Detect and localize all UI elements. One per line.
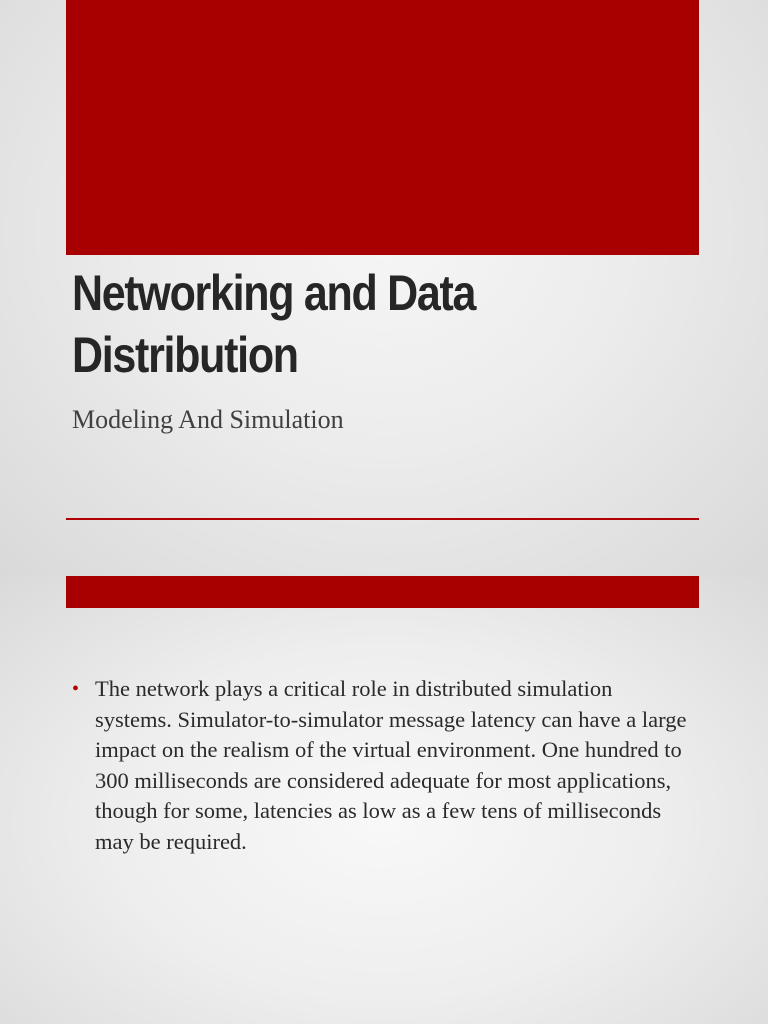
bullet-text: The network plays a critical role in distributed simulation systems. Simulator-to-simulator message latency can have a large impact on the realism of the virtual environment. One hundred to 300 milliseconds are considered adequate for most applications, though for some, latencies as low as a few tens of milliseconds may be required.: [95, 676, 687, 854]
slide-subtitle: Modeling And Simulation: [72, 405, 344, 434]
content-slide: [0, 576, 768, 1024]
bullet-list: [72, 674, 692, 857]
slide-title-line-2: Distribution: [72, 327, 298, 383]
bullet-icon: •: [72, 678, 80, 700]
slide-title-line-1: Networking and Data: [72, 265, 476, 321]
content-accent-band: [66, 576, 699, 608]
title-divider-line: [66, 518, 699, 520]
bullet-item: [72, 674, 692, 857]
slide-title: [72, 262, 597, 386]
title-accent-band: [66, 0, 699, 255]
